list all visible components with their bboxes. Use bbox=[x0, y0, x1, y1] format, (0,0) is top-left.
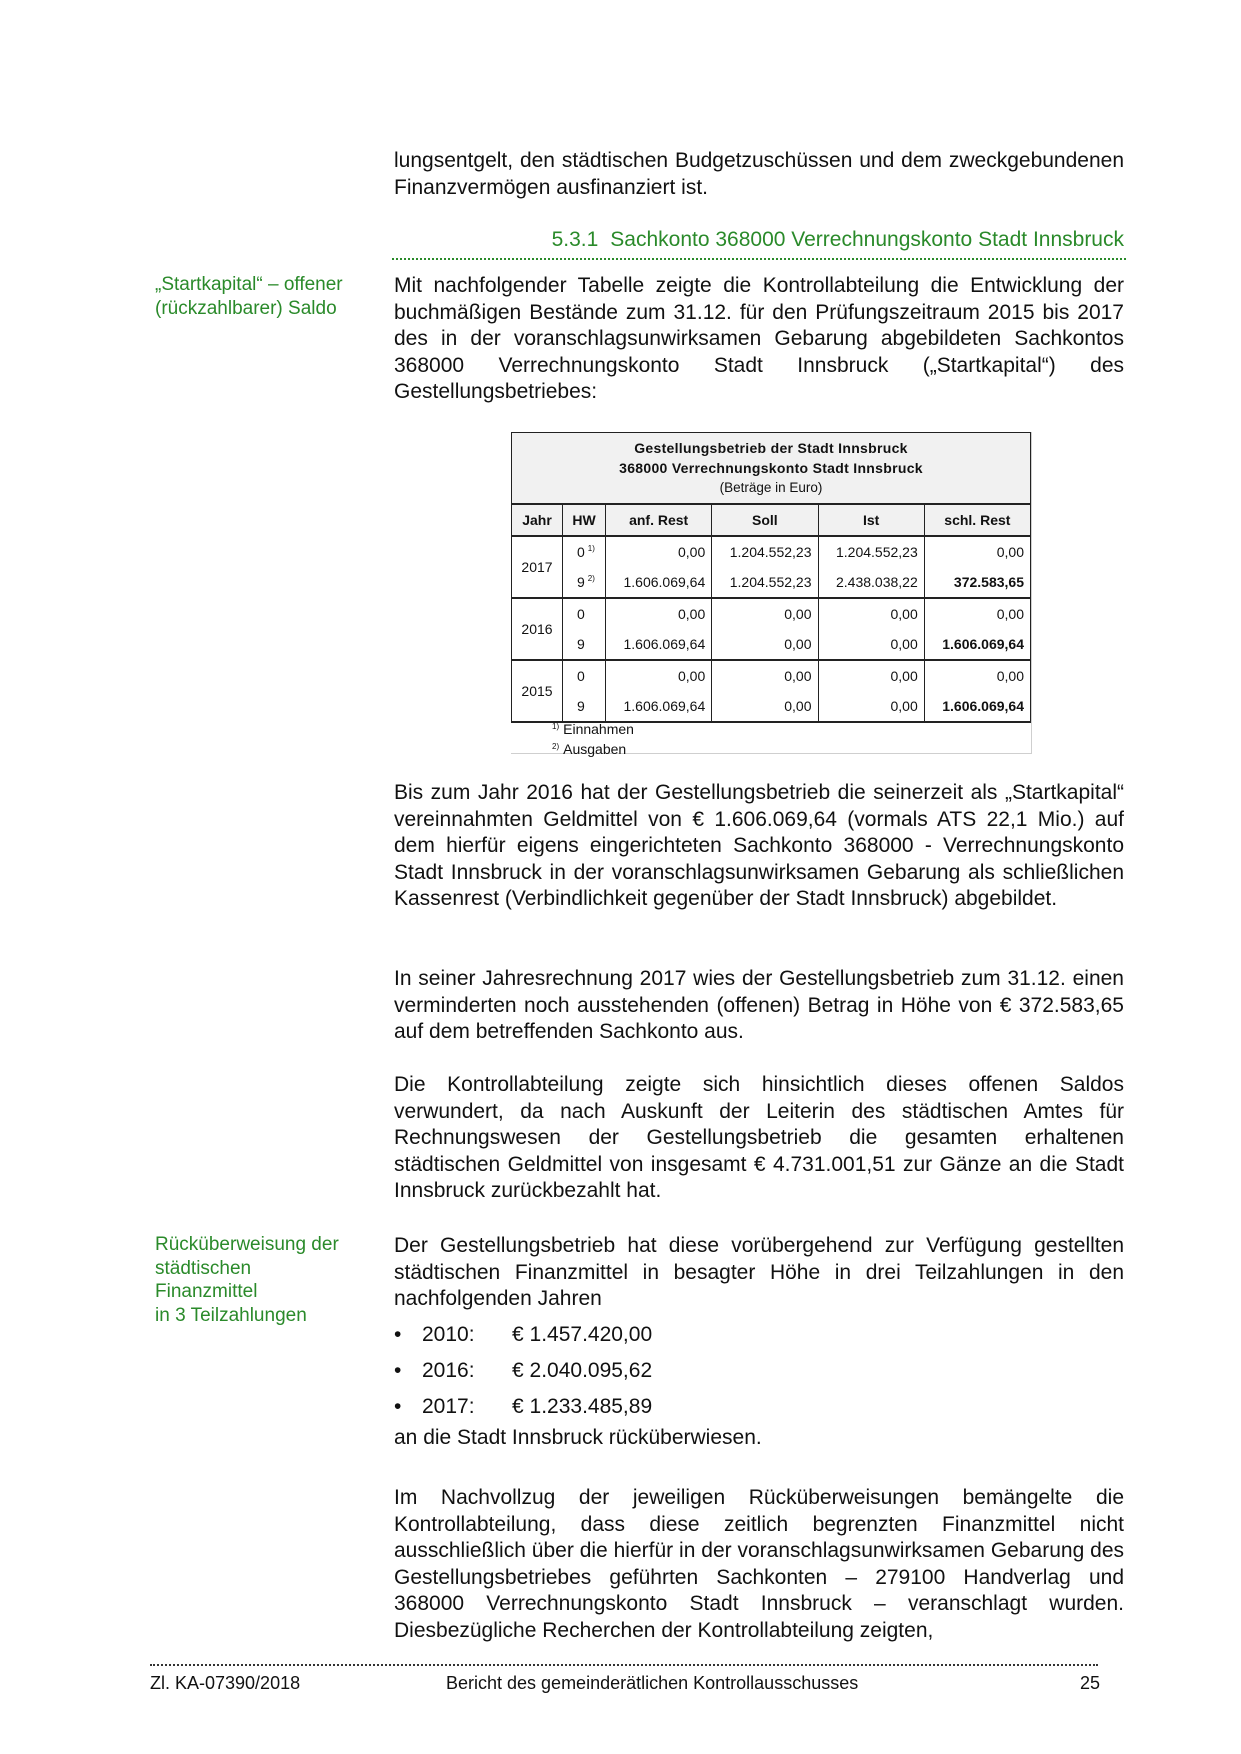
list-item: • 2010: € 1.457.420,00 bbox=[394, 1317, 1124, 1353]
page-number: 25 bbox=[1080, 1673, 1101, 1693]
footer-title: Bericht des gemeinderätlichen Kontrollausschusses bbox=[446, 1673, 859, 1693]
section-title: Sachkonto 368000 Verrechnungskonto Stadt Innsbruck bbox=[610, 228, 1124, 251]
table-row: 9 1.606.069,64 0,00 0,00 1.606.069,64 bbox=[512, 629, 1031, 660]
col-header-soll: Soll bbox=[712, 504, 818, 536]
table-row: 2017 0 $^{1)}$ 0,00 1.204.552,23 1.204.552,23 0,00 bbox=[512, 536, 1031, 567]
table-header-row bbox=[512, 504, 1031, 536]
table-row: 2016 0 0,00 0,00 0,00 0,00 bbox=[512, 598, 1031, 629]
year-cell: 2017 bbox=[512, 536, 563, 598]
col-header-ist: Ist bbox=[818, 504, 924, 536]
table-row: 9 1.606.069,64 0,00 0,00 1.606.069,64 bbox=[512, 691, 1031, 722]
paragraph-nachvollzug: Im Nachvollzug der jeweiligen Rücküberweisungen bemängelte die Kontrollabteilung, dass diese zeitlich begrenzten Finanzmittel nicht ausschließlich über die hierfür in der voranschlagsunwirksamen Gebarung des Gestellungsbetriebes geführten Sachkonten – 279100 Handverlag und 368000 Verrechnungskonto Stadt Innsbruck – veranschlagt wurden. Diesbezügliche Recherchen der Kontrollabteilung zeigten, bbox=[394, 1486, 1124, 1642]
balance-table-container bbox=[511, 432, 1032, 754]
footnote: $^{1)}$ Einnahmen bbox=[552, 721, 634, 737]
balance-table bbox=[511, 432, 1031, 723]
col-header-jahr: Jahr bbox=[512, 504, 563, 536]
paragraph-table-intro: Mit nachfolgender Tabelle zeigte die Kontrollabteilung die Entwicklung der buchmäßigen Bestände zum 31.12. für den Prüfungszeitraum 2015 bis 2017 des in der voranschlagsunwirksamen Gebarung abgebildeten Sachkontos 368000 Verrechnungskonto Stadt Innsbruck („Startkapital“) des Gestellungsbetriebes: bbox=[394, 274, 1124, 403]
col-header-schl-rest: schl. Rest bbox=[924, 504, 1030, 536]
table-row: 2015 0 0,00 0,00 0,00 0,00 bbox=[512, 660, 1031, 691]
margin-note-startkapital: „Startkapital“ – offener (rückzahlbarer) Saldo bbox=[155, 274, 343, 319]
list-item: • 2016: € 2.040.095,62 bbox=[394, 1353, 1124, 1389]
paragraph-jahresrechnung: In seiner Jahresrechnung 2017 wies der Gestellungsbetrieb zum 31.12. einen verminderten noch ausstehenden (offenen) Betrag in Höhe von € 372.583,65 auf dem betreffenden Sachkonto aus. bbox=[394, 967, 1124, 1043]
footer-reference: Zl. KA-07390/2018 bbox=[150, 1673, 301, 1693]
margin-note-rueckueberweisung: Rücküberweisung der städtischen Finanzmittel in 3 Teilzahlungen bbox=[155, 1234, 339, 1326]
col-header-anf-rest: anf. Rest bbox=[606, 504, 712, 536]
section-divider bbox=[392, 258, 1126, 260]
paragraph-kontrollabteilung: Die Kontrollabteilung zeigte sich hinsichtlich dieses offenen Saldos verwundert, da nach Auskunft der Leiterin des städtischen Amtes für Rechnungswesen der Gestellungsbetrieb die gesamten erhaltenen städtischen Geldmittel von insgesamt € 4.731.001,51 zur Gänze an die Stadt Innsbruck zurückbezahlt hat. bbox=[394, 1073, 1124, 1202]
section-heading bbox=[394, 228, 1124, 252]
footnote: $^{2)}$ Ausgaben bbox=[552, 741, 627, 757]
year-cell: 2015 bbox=[512, 660, 563, 722]
paragraph-startkapital: Bis zum Jahr 2016 hat der Gestellungsbetrieb die seinerzeit als „Startkapital“ vereinnahmten Geldmittel von € 1.606.069,64 (vormals ATS 22,1 Mio.) auf dem hierfür eigens eingerichteten Sachkonto 368000 - Verrechnungskonto Stadt Innsbruck in der voranschlagsunwirksamen Gebarung als schließlichen Kassenrest (Verbindlichkeit gegenüber der Stadt Innsbruck) abgebildet. bbox=[394, 781, 1124, 910]
list-item: • 2017: € 1.233.485,89 bbox=[394, 1389, 1124, 1425]
table-row: 9 $^{2)}$ 1.606.069,64 1.204.552,23 2.438.038,22 372.583,65 bbox=[512, 567, 1031, 598]
intro-paragraph: lungsentgelt, den städtischen Budgetzuschüssen und dem zweckgebundenen Finanzvermögen ausfinanziert ist. bbox=[394, 149, 1124, 199]
payment-list bbox=[394, 1317, 1124, 1425]
paragraph-teilzahlungen: Der Gestellungsbetrieb hat diese vorübergehend zur Verfügung gestellten städtischen Finanzmittel in besagter Höhe in drei Teilzahlungen in den nachfolgenden Jahren • 2010: € 1.457.420,00 • 2016: € 2.040.095,62 • 2017: € 1.233.485,89 an die Stadt Innsbruck rücküberwiesen. bbox=[394, 1233, 1124, 1451]
section-number: 5.3.1 bbox=[551, 228, 599, 251]
col-header-hw: HW bbox=[563, 504, 606, 536]
footer-divider bbox=[150, 1664, 1098, 1666]
table-title: Gestellungsbetrieb der Stadt Innsbruck 368000 Verrechnungskonto Stadt Innsbruck (Beträge in Euro) bbox=[512, 433, 1031, 505]
table-footnotes bbox=[552, 718, 634, 758]
year-cell: 2016 bbox=[512, 598, 563, 660]
